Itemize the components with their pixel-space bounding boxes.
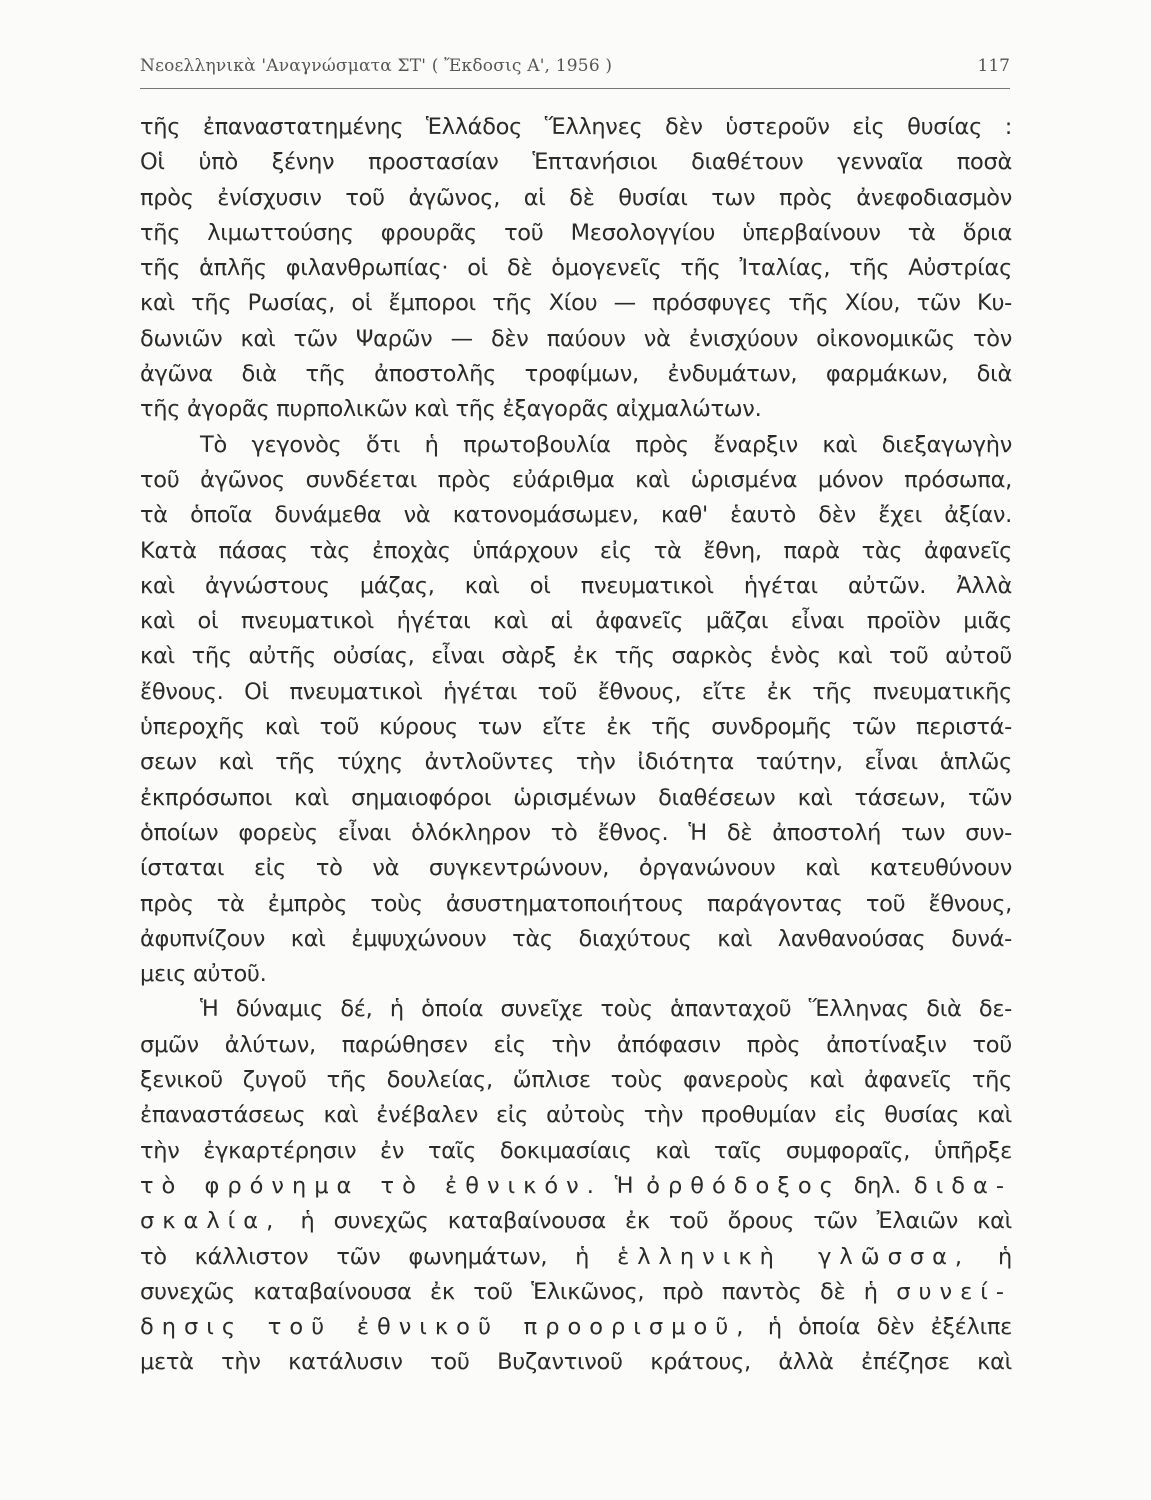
text-segment: καὶ τῆς Ρωσίας, οἱ ἔμποροι τῆς Χίου — πρόσφυγες τῆς Χίου, τῶν Κυ-	[140, 290, 1012, 317]
text-line	[140, 1063, 1012, 1098]
text-segment: σμῶν ἀλύτων, παρώθησεν εἰς τὴν ἀπόφασιν πρὸς ἀποτίναξιν τοῦ	[140, 1031, 1012, 1058]
text-segment: ἀφυπνίζουν καὶ ἐμψυχώνουν τὰς διαχύτους καὶ λανθανούσας δυνά-	[140, 925, 1012, 952]
text-segment: Ἡ	[601, 1172, 647, 1199]
text-line	[140, 1098, 1012, 1133]
text-line	[140, 887, 1012, 922]
text-segment: συνεχῶς καταβαίνουσα ἐκ τοῦ Ἑλικῶνος, πρὸ παντὸς δὲ ἡ	[140, 1278, 897, 1305]
text-line	[140, 922, 1012, 957]
text-segment: ἡ	[970, 1243, 1012, 1270]
text-segment: μεις αὐτοῦ.	[140, 961, 267, 988]
text-line	[140, 110, 1012, 145]
text-line	[140, 251, 1012, 286]
text-segment: τὸ κάλλιστον τῶν φωνημάτων, ἡ	[140, 1243, 618, 1270]
page-number: 117	[977, 56, 1010, 76]
text-segment: μετὰ τὴν κατάλυσιν τοῦ Βυζαντινοῦ κράτους, ἀλλὰ ἐπέζησε καὶ	[140, 1349, 1012, 1376]
text-line	[140, 851, 1012, 886]
text-segment: δωνιῶν καὶ τῶν Ψαρῶν — δὲν παύουν νὰ ἐνισχύουν οἰκονομικῶς τὸν	[140, 325, 1012, 352]
text-segment: Κατὰ πάσας τὰς ἐποχὰς ὑπάρχουν εἰς τὰ ἔθνη, παρὰ τὰς ἀφανεῖς	[140, 537, 1012, 564]
text-line	[140, 745, 1012, 780]
text-line	[140, 392, 1012, 427]
text-line	[140, 357, 1012, 392]
text-line	[140, 569, 1012, 604]
text-line	[140, 1240, 1012, 1275]
text-line	[140, 498, 1012, 533]
text-segment: ἡ συνεχῶς καταβαίνουσα ἐκ τοῦ ὄρους τῶν Ἐλαιῶν καὶ	[281, 1208, 1012, 1235]
text-line	[140, 710, 1012, 745]
text-segment: Ἡ δύναμις δέ, ἡ ὁποία συνεῖχε τοὺς ἁπανταχοῦ Ἕλληνας διὰ δε-	[200, 996, 1012, 1023]
text-line	[140, 992, 1012, 1027]
text-line	[140, 1310, 1012, 1345]
text-segment: καὶ ἀγνώστους μάζας, καὶ οἱ πνευματικοὶ ἡγέται αὐτῶν. Ἀλλὰ	[140, 572, 1012, 599]
text-line	[140, 216, 1012, 251]
text-line	[140, 957, 1012, 992]
text-line	[140, 181, 1012, 216]
spaced-emphasis-text: συνεί-	[896, 1278, 1012, 1305]
text-line	[140, 816, 1012, 851]
text-segment: ἡ ὁποία δὲν ἐξέλιπε	[751, 1314, 1012, 1341]
text-segment: πρὸς τὰ ἐμπρὸς τοὺς ἀσυστηματοποιήτους παράγοντας τοῦ ἔθνους,	[140, 890, 1012, 917]
text-line	[140, 1204, 1012, 1239]
text-segment: Οἱ ὑπὸ ξένην προστασίαν Ἑπτανήσιοι διαθέτουν γενναῖα ποσὰ	[140, 149, 1012, 176]
text-segment: τὰ ὁποῖα δυνάμεθα νὰ κατονομάσωμεν, καθ' ἑαυτὸ δὲν ἔχει ἀξίαν.	[140, 502, 1012, 529]
text-line	[140, 604, 1012, 639]
text-segment: σεων καὶ τῆς τύχης ἀντλοῦντες τὴν ἰδιότητα ταύτην, εἶναι ἁπλῶς	[140, 749, 1012, 776]
text-line	[140, 145, 1012, 180]
text-segment: ξενικοῦ ζυγοῦ τῆς δουλείας, ὥπλισε τοὺς φανεροὺς καὶ ἀφανεῖς τῆς	[140, 1067, 1012, 1094]
text-line	[140, 1028, 1012, 1063]
page-body-text	[140, 110, 1012, 1381]
text-segment: ἀγῶνα διὰ τῆς ἀποστολῆς τροφίμων, ἐνδυμάτων, φαρμάκων, διὰ	[140, 361, 1012, 388]
text-segment: τοῦ ἀγῶνος συνδέεται πρὸς εὐάριθμα καὶ ὡρισμένα μόνον πρόσωπα,	[140, 466, 1012, 493]
text-segment: ἐκπρόσωποι καὶ σημαιοφόροι ὡρισμένων διαθέσεων καὶ τάσεων, τῶν	[140, 784, 1012, 811]
text-line	[140, 463, 1012, 498]
text-segment: καὶ τῆς αὐτῆς οὐσίας, εἶναι σὰρξ ἐκ τῆς σαρκὸς ἑνὸς καὶ τοῦ αὐτοῦ	[140, 643, 1012, 670]
text-segment: τῆς λιμωττούσης φρουρᾶς τοῦ Μεσολογγίου ὑπερβαίνουν τὰ ὅρια	[140, 219, 1012, 246]
running-header	[140, 56, 1010, 82]
text-segment: ὁποίων φορεὺς εἶναι ὁλόκληρον τὸ ἔθνος. Ἡ δὲ ἀποστολή των συν-	[140, 819, 1012, 846]
spaced-emphasis-text: δησις τοῦ ἐθνικοῦ προορισμοῦ,	[140, 1314, 752, 1341]
text-line	[140, 322, 1012, 357]
text-line	[140, 1345, 1012, 1380]
text-segment: πρὸς ἐνίσχυσιν τοῦ ἀγῶνος, αἱ δὲ θυσίαι των πρὸς ἀνεφοδιασμὸν	[140, 184, 1012, 211]
text-segment: Τὸ γεγονὸς ὅτι ἡ πρωτοβουλία πρὸς ἔναρξιν καὶ διεξαγωγὴν	[200, 431, 1012, 458]
text-line	[140, 1275, 1012, 1310]
text-line	[140, 1134, 1012, 1169]
spaced-emphasis-text: ἑλληνικὴ γλῶσσα,	[617, 1243, 971, 1270]
spaced-emphasis-text: τὸ φρόνημα τὸ ἐθνικόν.	[140, 1172, 602, 1199]
text-segment: τῆς ἀγορᾶς πυρπολικῶν καὶ τῆς ἐξαγορᾶς αἰχμαλώτων.	[140, 396, 762, 423]
text-segment: ὑπεροχῆς καὶ τοῦ κύρους των εἴτε ἐκ τῆς συνδρομῆς τῶν περιστά-	[140, 714, 1012, 741]
text-segment: τῆς ἐπαναστατημένης Ἑλλάδος Ἕλληνες δὲν ὑστεροῦν εἰς θυσίας :	[140, 114, 1012, 140]
text-segment: τῆς ἁπλῆς φιλανθρωπίας· οἱ δὲ ὁμογενεῖς τῆς Ἰταλίας, τῆς Αὐστρίας	[140, 255, 1012, 282]
text-segment: ίσταται εἰς τὸ νὰ συγκεντρώνουν, ὀργανώνουν καὶ κατευθύνουν	[140, 855, 1012, 882]
text-line	[140, 1169, 1012, 1204]
text-line	[140, 675, 1012, 710]
header-rule	[140, 88, 1010, 89]
text-segment: ἐπαναστάσεως καὶ ἐνέβαλεν εἰς αὐτοὺς τὴν προθυμίαν εἰς θυσίας καὶ	[140, 1102, 1012, 1129]
text-segment: δηλ.	[840, 1172, 914, 1199]
text-line	[140, 428, 1012, 463]
spaced-emphasis-text: διδα-	[913, 1172, 1013, 1199]
spaced-emphasis-text: σκαλία,	[140, 1208, 282, 1235]
spaced-emphasis-text: ὀρθόδοξος	[646, 1172, 841, 1199]
text-line	[140, 639, 1012, 674]
running-title: Νεοελληνικὰ 'Αναγνώσματα ΣΤ' ( Ἔκδοσις Α', 1956 )	[140, 56, 613, 76]
text-line	[140, 286, 1012, 321]
text-line	[140, 534, 1012, 569]
text-segment: καὶ οἱ πνευματικοὶ ἡγέται καὶ αἱ ἀφανεῖς μᾶζαι εἶναι προϊὸν μιᾶς	[140, 608, 1012, 635]
text-line	[140, 781, 1012, 816]
text-segment: τὴν ἐγκαρτέρησιν ἐν ταῖς δοκιμασίαις καὶ ταῖς συμφοραῖς, ὑπῆρξε	[140, 1137, 1012, 1164]
text-segment: ἔθνους. Οἱ πνευματικοὶ ἡγέται τοῦ ἔθνους, εἴτε ἐκ τῆς πνευματικῆς	[140, 678, 1012, 705]
